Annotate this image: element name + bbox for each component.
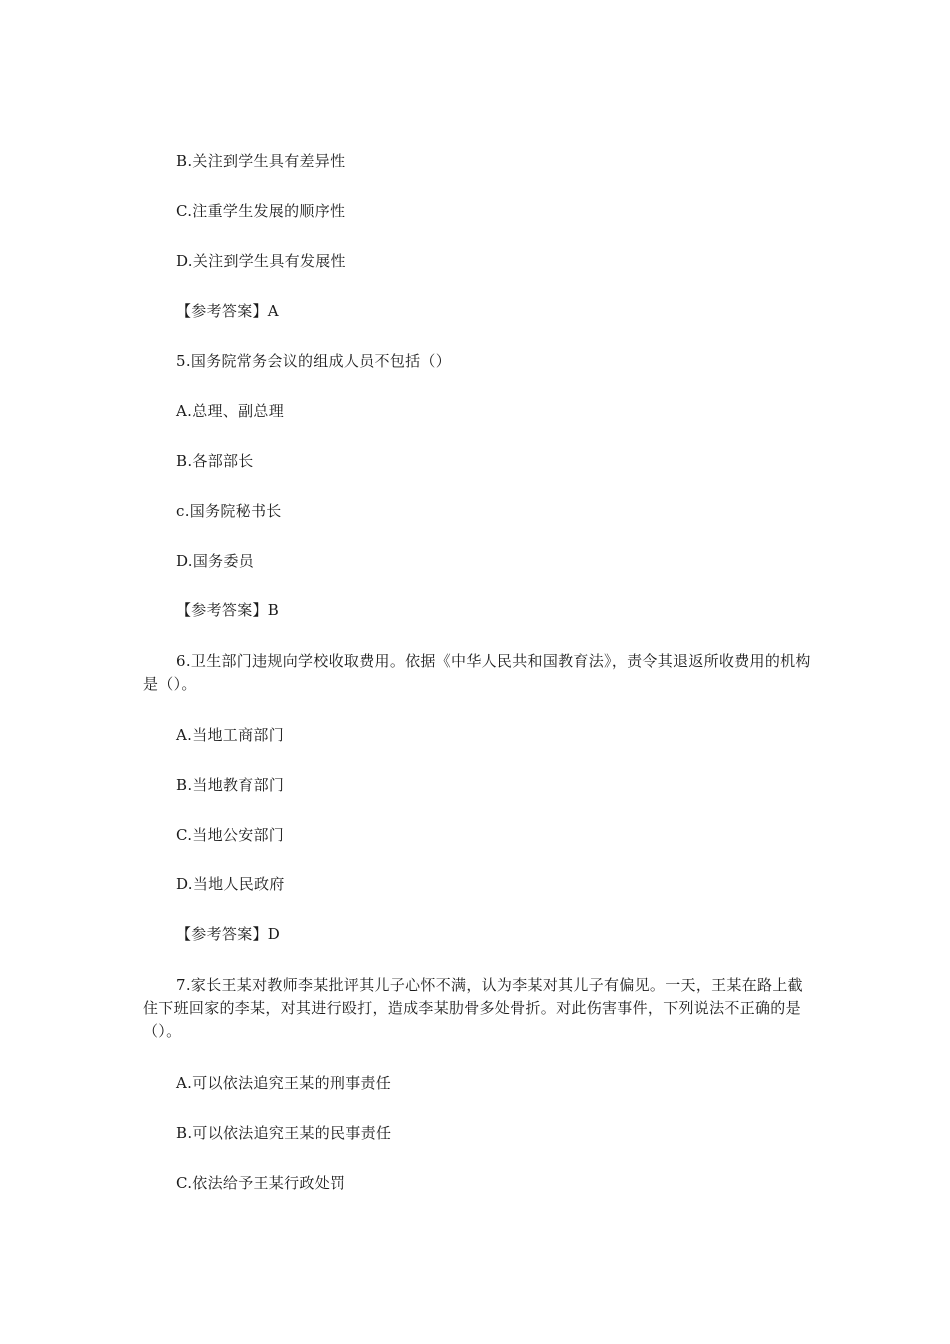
option-line: A.可以依法追究王某的刑事责任 [176,1074,392,1092]
option-line: D.当地人民政府 [176,875,285,893]
answer-line: 【参考答案】D [176,925,281,943]
answer-line: 【参考答案】A [176,302,279,320]
option-line: B.当地教育部门 [176,776,285,794]
option-line: C.依法给予王某行政处罚 [176,1174,346,1192]
option-line: B.关注到学生具有差异性 [176,152,346,170]
option-line: B.各部部长 [176,452,254,470]
option-line: D.国务委员 [176,552,255,570]
option-line: C.当地公安部门 [176,826,285,844]
answer-line: 【参考答案】B [176,601,280,619]
option-line: C.注重学生发展的顺序性 [176,202,346,220]
question-paragraph: 6.卫生部门违规向学校收取费用。依据《中华人民共和国教育法》，责令其退返所收费用的机构是（）。 [143,652,811,693]
option-line: B.可以依法追究王某的民事责任 [176,1124,392,1142]
option-line: c.国务院秘书长 [176,502,282,520]
question-paragraph: 7.家长王某对教师李某批评其儿子心怀不满，认为李某对其儿子有偏见。一天，王某在路上截住下班回家的李某，对其进行殴打，造成李某肋骨多处骨折。对此伤害事件，下列说法不正确的是（）。 [143,976,803,1040]
option-line: A.总理、副总理 [176,402,285,420]
question-line: 5.国务院常务会议的组成人员不包括（） [176,352,452,370]
option-line: D.关注到学生具有发展性 [176,252,346,270]
option-line: A.当地工商部门 [176,726,285,744]
